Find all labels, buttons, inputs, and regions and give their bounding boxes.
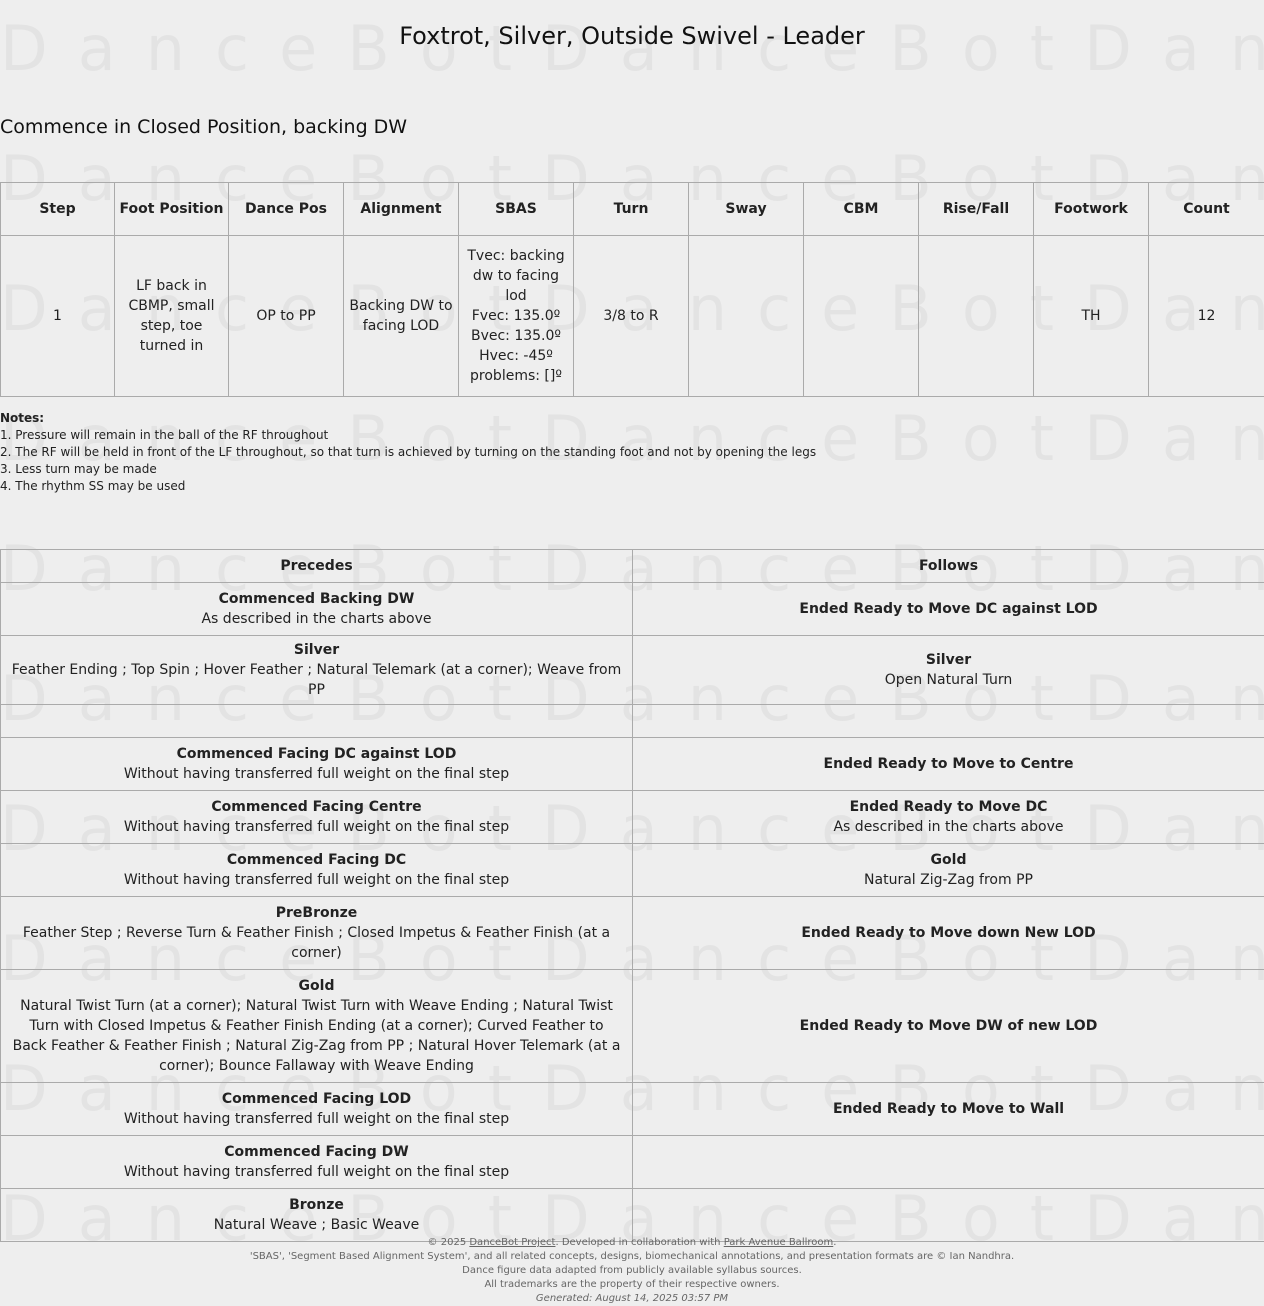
precedes-heading: Commenced Facing DC against LOD (176, 746, 457, 762)
footer-collab-text: . Developed in collaboration with (555, 1237, 724, 1248)
footer-data-source: Dance figure data adapted from publicly available syllabus sources. (462, 1265, 802, 1276)
precedes-text: Without having transferred full weight on the final step (123, 1111, 510, 1127)
relations-row (1, 970, 1264, 1083)
follows-heading: Ended Ready to Move DC (849, 799, 1048, 815)
header-step: Step (1, 183, 115, 236)
header-sbas: SBAS (459, 183, 574, 236)
relations-row (1, 1083, 1264, 1136)
cell-cbm (804, 236, 919, 397)
follows-heading: Ended Ready to Move to Wall (832, 1101, 1065, 1117)
header-precedes: Precedes (1, 550, 633, 583)
footer-collab-end: . (833, 1237, 837, 1248)
follows-text: As described in the charts above (833, 819, 1064, 835)
follows-cell (633, 738, 1264, 791)
relations-row (1, 1189, 1264, 1242)
note-item: 1. Pressure will remain in the ball of the RF throughout (0, 428, 329, 442)
follows-text: Natural Zig-Zag from PP (864, 872, 1033, 888)
dancebot-project-link[interactable]: DanceBot Project (469, 1237, 556, 1248)
sbas-fvec: Fvec: 135.0º (471, 308, 561, 324)
relations-row (1, 583, 1264, 636)
cell-foot-position: LF back in CBMP, small step, toe turned in (115, 236, 229, 397)
precedes-text: Feather Step ; Reverse Turn & Feather Finish ; Closed Impetus & Feather Finish (at a corner) (22, 925, 611, 961)
cell-footwork: TH (1034, 236, 1149, 397)
precedes-heading: Commenced Facing DC (226, 852, 407, 868)
header-follows: Follows (633, 550, 1264, 583)
follows-cell (633, 844, 1264, 897)
cell-dance-pos: OP to PP (229, 236, 344, 397)
header-sway: Sway (689, 183, 804, 236)
footer-trademarks: All trademarks are the property of their respective owners. (484, 1279, 780, 1290)
footer-copyright-prefix: © 2025 (427, 1237, 470, 1248)
precedes-text: As described in the charts above (201, 611, 432, 627)
precedes-cell (1, 1136, 633, 1189)
precedes-cell (1, 738, 633, 791)
header-foot-position: Foot Position (115, 183, 229, 236)
footer-sbas-notice: 'SBAS', 'Segment Based Alignment System', and all related concepts, designs, biomechanical annotations, and presentation formats are © Ian Nandhra. (249, 1251, 1015, 1262)
cell-turn: 3/8 to R (574, 236, 689, 397)
precedes-heading: Gold (298, 978, 335, 994)
cell-count: 12 (1149, 236, 1264, 397)
follows-cell (633, 1083, 1264, 1136)
follows-heading: Ended Ready to Move to Centre (823, 756, 1074, 772)
precedes-cell (1, 636, 633, 705)
precedes-heading: Commenced Backing DW (218, 591, 415, 607)
sbas-tvec: Tvec: backing dw to facing lod (467, 248, 565, 304)
header-turn: Turn (574, 183, 689, 236)
follows-cell (633, 970, 1264, 1083)
follows-text: Open Natural Turn (884, 672, 1013, 688)
follows-cell (633, 705, 1264, 738)
precedes-cell (1, 791, 633, 844)
header-rise-fall: Rise/Fall (919, 183, 1034, 236)
note-item: 4. The rhythm SS may be used (0, 479, 186, 493)
follows-cell (633, 636, 1264, 705)
notes-section (0, 410, 816, 495)
precedes-heading: Commenced Facing LOD (221, 1091, 412, 1107)
precedes-heading: PreBronze (275, 905, 358, 921)
relations-table (0, 549, 1264, 1242)
header-dance-pos: Dance Pos (229, 183, 344, 236)
relations-row (1, 738, 1264, 791)
follows-heading: Gold (930, 852, 967, 868)
follows-heading: Ended Ready to Move down New LOD (801, 925, 1096, 941)
relations-header-row (1, 550, 1264, 583)
follows-cell (633, 583, 1264, 636)
precedes-cell (1, 1083, 633, 1136)
cell-sway (689, 236, 804, 397)
follows-heading: Ended Ready to Move DW of new LOD (799, 1018, 1098, 1034)
page-title: Foxtrot, Silver, Outside Swivel - Leader (399, 22, 865, 50)
cell-rise-fall (919, 236, 1034, 397)
footer (0, 1236, 1264, 1306)
precedes-cell (1, 844, 633, 897)
precedes-text: Natural Twist Turn (at a corner); Natural Twist Turn with Weave Ending ; Natural Twist Turn with Closed Impetus & Feather Finish Ending (at a corner); Curved Feather to Back Feather & Feather Finish ; Natural Zig-Zag from PP ; Natural Hover Telemark (at a corner); Bounce Fallaway with Weave Ending (12, 998, 621, 1074)
precedes-heading: Silver (293, 642, 340, 658)
follows-heading: Silver (925, 652, 972, 668)
precedes-text: Without having transferred full weight on the final step (123, 766, 510, 782)
precedes-text: Without having transferred full weight on the final step (123, 872, 510, 888)
follows-cell (633, 1189, 1264, 1242)
steps-header-row (1, 183, 1264, 236)
precedes-text: Without having transferred full weight on the final step (123, 1164, 510, 1180)
precedes-heading: Bronze (289, 1197, 344, 1213)
header-alignment: Alignment (344, 183, 459, 236)
relations-row (1, 844, 1264, 897)
header-count: Count (1149, 183, 1264, 236)
follows-cell (633, 1136, 1264, 1189)
sbas-hvec: Hvec: -45º (479, 348, 553, 364)
precedes-text: Natural Weave ; Basic Weave (213, 1217, 420, 1233)
note-item: 3. Less turn may be made (0, 462, 157, 476)
relations-body (1, 583, 1264, 1242)
park-avenue-ballroom-link[interactable]: Park Avenue Ballroom (723, 1237, 834, 1248)
cell-sbas (459, 236, 574, 397)
cell-alignment: Backing DW to facing LOD (344, 236, 459, 397)
precedes-cell (1, 1189, 633, 1242)
precedes-cell (1, 583, 633, 636)
relations-row (1, 636, 1264, 705)
note-item: 2. The RF will be held in front of the LF throughout, so that turn is achieved by turning on the standing foot and not by opening the legs (0, 445, 817, 459)
steps-table (0, 182, 1264, 397)
steps-row (1, 236, 1264, 397)
sbas-problems: problems: []º (470, 368, 562, 384)
commence-heading: Commence in Closed Position, backing DW (0, 116, 408, 138)
relations-row (1, 1136, 1264, 1189)
precedes-heading: Commenced Facing DW (224, 1144, 409, 1160)
precedes-cell (1, 705, 633, 738)
follows-heading: Ended Ready to Move DC against LOD (799, 601, 1098, 617)
precedes-text: Without having transferred full weight on the final step (123, 819, 510, 835)
footer-generated: Generated: August 14, 2025 03:57 PM (535, 1293, 729, 1304)
notes-title: Notes: (0, 411, 45, 425)
precedes-heading: Commenced Facing Centre (211, 799, 422, 815)
sbas-bvec: Bvec: 135.0º (470, 328, 562, 344)
follows-cell (633, 791, 1264, 844)
relations-row (1, 705, 1264, 738)
footer-copyright (0, 1236, 1264, 1250)
relations-row (1, 791, 1264, 844)
precedes-cell (1, 970, 633, 1083)
header-footwork: Footwork (1034, 183, 1149, 236)
relations-row (1, 897, 1264, 970)
cell-step: 1 (1, 236, 115, 397)
precedes-cell (1, 897, 633, 970)
precedes-text: Feather Ending ; Top Spin ; Hover Feather ; Natural Telemark (at a corner); Weave from PP (11, 662, 622, 698)
header-cbm: CBM (804, 183, 919, 236)
follows-cell (633, 897, 1264, 970)
